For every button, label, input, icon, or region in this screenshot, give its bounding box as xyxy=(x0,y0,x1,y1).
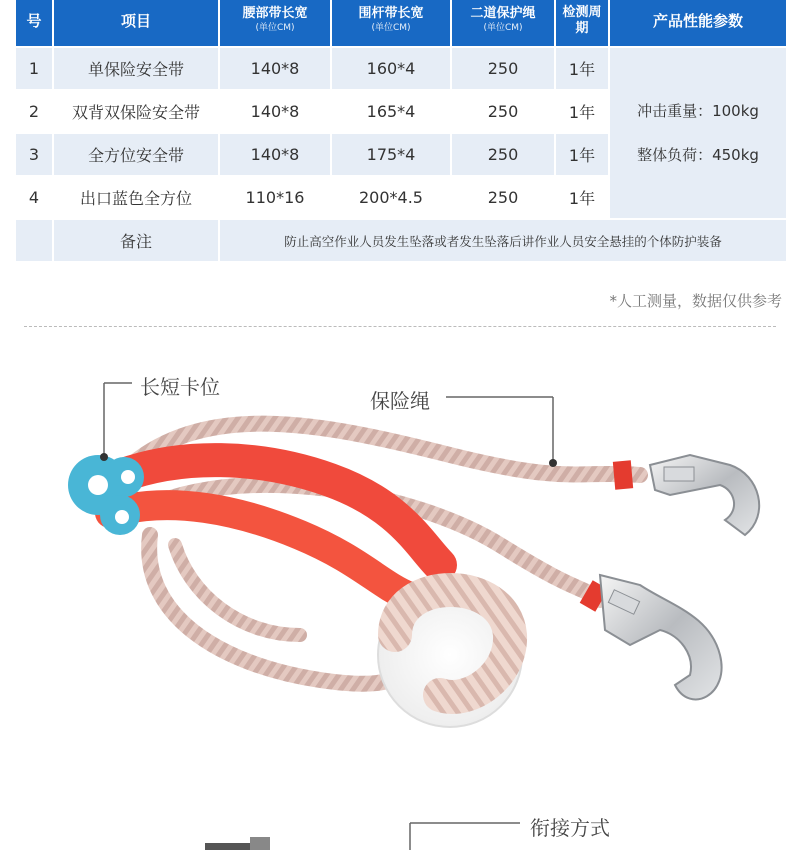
note-text: 防止高空作业人员发生坠落或者发生坠落后讲作业人员安全悬挂的个体防护装备 xyxy=(220,220,786,261)
row-rope: 250 xyxy=(452,134,554,175)
rope-loop-2 xyxy=(175,545,300,635)
header-number: 号 xyxy=(16,0,52,46)
note-spacer xyxy=(16,220,52,261)
product-photo xyxy=(0,335,800,755)
row-item: 出口蓝色全方位 xyxy=(54,177,218,218)
row-waist: 140*8 xyxy=(220,91,330,132)
row-item: 单保险安全带 xyxy=(54,48,218,89)
param-load: 整体负荷：450kg xyxy=(637,146,759,164)
row-waist: 140*8 xyxy=(220,48,330,89)
callout-buckle: 长短卡位 xyxy=(140,375,220,399)
header-pole: 围杆带长宽 (单位CM) xyxy=(332,0,450,46)
table-row xyxy=(16,48,786,89)
callout-dot-rope xyxy=(549,459,557,467)
header-rope: 二道保护绳 (单位CM) xyxy=(452,0,554,46)
note-label: 备注 xyxy=(54,220,218,261)
header-params: 产品性能参数 xyxy=(610,0,786,46)
row-number: 4 xyxy=(16,177,52,218)
param-impact: 冲击重量：100kg xyxy=(637,102,759,120)
product-params xyxy=(610,48,786,218)
red-binding-1 xyxy=(613,460,633,489)
snap-hook-lower xyxy=(600,575,722,699)
row-inspect: 1年 xyxy=(556,48,608,89)
callout-dot-buckle xyxy=(100,453,108,461)
spec-table xyxy=(14,0,788,263)
row-number: 1 xyxy=(16,48,52,89)
row-rope: 250 xyxy=(452,91,554,132)
row-pole: 175*4 xyxy=(332,134,450,175)
rope-detail-zoom xyxy=(378,583,522,727)
callout-rope: 保险绳 xyxy=(370,389,430,413)
dashed-divider xyxy=(24,326,776,327)
row-pole: 200*4.5 xyxy=(332,177,450,218)
note-row xyxy=(16,220,786,261)
table-header-row xyxy=(16,0,786,46)
row-item: 全方位安全带 xyxy=(54,134,218,175)
header-inspect: 检测周期 xyxy=(556,0,608,46)
callout-connection: 衔接方式 xyxy=(530,816,610,840)
row-inspect: 1年 xyxy=(556,177,608,218)
header-item: 项目 xyxy=(54,0,218,46)
measurement-disclaimer: *人工测量，数据仅供参考 xyxy=(609,292,782,310)
row-rope: 250 xyxy=(452,48,554,89)
row-number: 2 xyxy=(16,91,52,132)
row-pole: 160*4 xyxy=(332,48,450,89)
header-waist: 腰部带长宽 (单位CM) xyxy=(220,0,330,46)
row-inspect: 1年 xyxy=(556,91,608,132)
row-waist: 110*16 xyxy=(220,177,330,218)
row-rope: 250 xyxy=(452,177,554,218)
row-number: 3 xyxy=(16,134,52,175)
lower-section-graphics xyxy=(0,805,800,850)
row-item: 双背双保险安全带 xyxy=(54,91,218,132)
blue-buckle xyxy=(68,455,144,535)
row-inspect: 1年 xyxy=(556,134,608,175)
row-waist: 140*8 xyxy=(220,134,330,175)
row-pole: 165*4 xyxy=(332,91,450,132)
snap-hook-upper xyxy=(650,455,759,535)
